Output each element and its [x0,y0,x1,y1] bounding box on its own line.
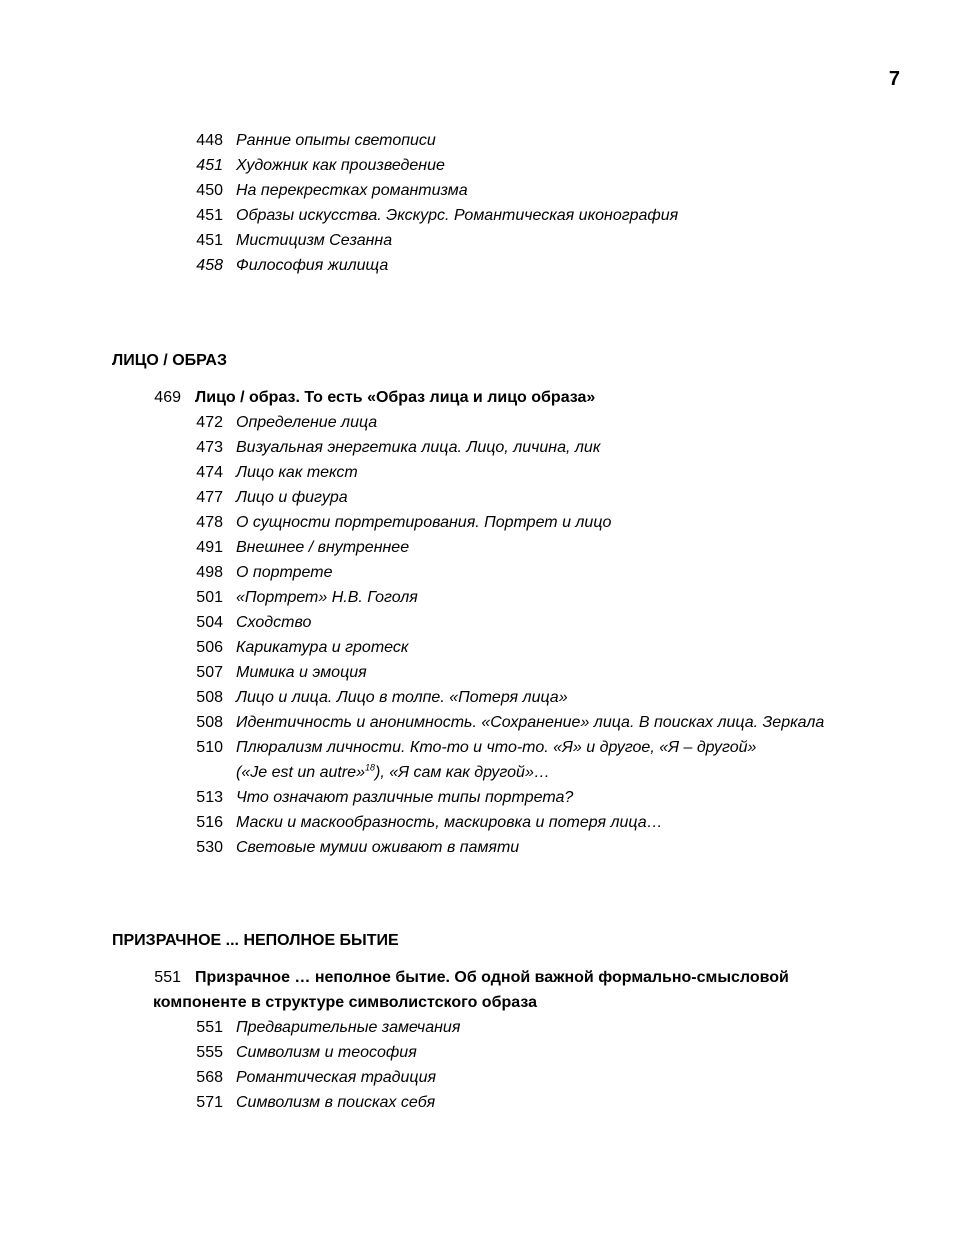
entry-page: 530 [196,839,223,856]
entry-page: 451 [196,157,223,174]
entry-title: Художник как произведение [236,157,445,174]
entry-title: Карикатура и гротеск [236,639,409,656]
entry-page: 478 [196,514,223,531]
entry-title: Философия жилища [236,257,389,274]
entry-title: Символизм в поисках себя [236,1094,436,1111]
entry-page: 472 [196,414,223,431]
entry-title: Образы искусства. Экскурс. Романтическая иконография [236,207,679,224]
entry-title: Внешнее / внутреннее [236,539,410,556]
entry-page: 451 [196,207,223,224]
entry-page: 571 [196,1094,223,1111]
entry-title: «Портрет» Н.В. Гоголя [236,589,418,606]
page-number: 7 [888,68,900,90]
entry-title: Визуальная энергетика лица. Лицо, личина, лик [236,439,601,456]
entry-page: 507 [196,664,223,681]
entry-title: Мимика и эмоция [236,664,367,681]
entry-title: Сходство [236,614,312,631]
entry-title: Лицо как текст [236,464,358,481]
entry-page: 508 [196,714,223,731]
entry-title: Предварительные замечания [236,1019,461,1036]
chapter-page: 551 [154,969,181,986]
section-heading: ПРИЗРАЧНОЕ ... НЕПОЛНОЕ БЫТИЕ [112,932,399,949]
entry-page: 516 [196,814,223,831]
entry-page: 510 [196,739,223,756]
entry-title: Определение лица [236,414,378,431]
entry-title: Идентичность и анонимность. «Сохранение» лица. В поисках лица. Зеркала [236,714,825,731]
entry-title: Символизм и теософия [236,1044,417,1061]
entry-page: 555 [196,1044,223,1061]
entry-title: Световые мумии оживают в памяти [236,839,520,856]
entry-title: Романтическая традиция [236,1069,437,1086]
chapter-title-continuation: компоненте в структуре символистского образа [153,994,537,1011]
entry-page: 513 [196,789,223,806]
entry-page: 450 [196,182,223,199]
entry-page: 477 [196,489,223,506]
continuation-part-a: («Je est un autre» [236,764,365,781]
entry-page: 498 [196,564,223,581]
entry-page: 508 [196,689,223,706]
footnote-marker[interactable]: 18 [364,762,375,773]
chapter-page: 469 [154,389,181,406]
chapter-title: Лицо / образ. То есть «Образ лица и лицо образа» [195,389,596,406]
entry-title: Маски и маскообразность, маскировка и потеря лица… [236,814,663,831]
entry-title: Что означают различные типы портрета? [236,789,574,806]
entry-title: Ранние опыты светописи [236,132,436,149]
entry-page: 458 [196,257,223,274]
entry-title: О сущности портретирования. Портрет и лицо [236,514,612,531]
entry-title: На перекрестках романтизма [236,182,468,199]
entry-title: Мистицизм Сезанна [236,232,393,249]
entry-title-continuation [236,760,550,785]
entry-title: О портрете [236,564,333,581]
entry-page: 473 [196,439,223,456]
entry-title: Плюрализм личности. Кто-то и что-то. «Я» и другое, «Я – другой» [236,739,757,756]
section-heading: ЛИЦО / ОБРАЗ [112,352,227,369]
entry-title: Лицо и лица. Лицо в толпе. «Потеря лица» [236,689,568,706]
continuation-part-b: ), «Я сам как другой»… [374,764,550,781]
entry-page: 551 [196,1019,223,1036]
entry-page: 504 [196,614,223,631]
entry-page: 506 [196,639,223,656]
chapter-title: Призрачное … неполное бытие. Об одной важной формально-смысловой [195,969,789,986]
entry-page: 474 [196,464,223,481]
entry-page: 491 [196,539,223,556]
entry-page: 451 [196,232,223,249]
entry-page: 501 [196,589,223,606]
entry-page: 448 [196,132,223,149]
entry-page: 568 [196,1069,223,1086]
entry-title: Лицо и фигура [236,489,348,506]
